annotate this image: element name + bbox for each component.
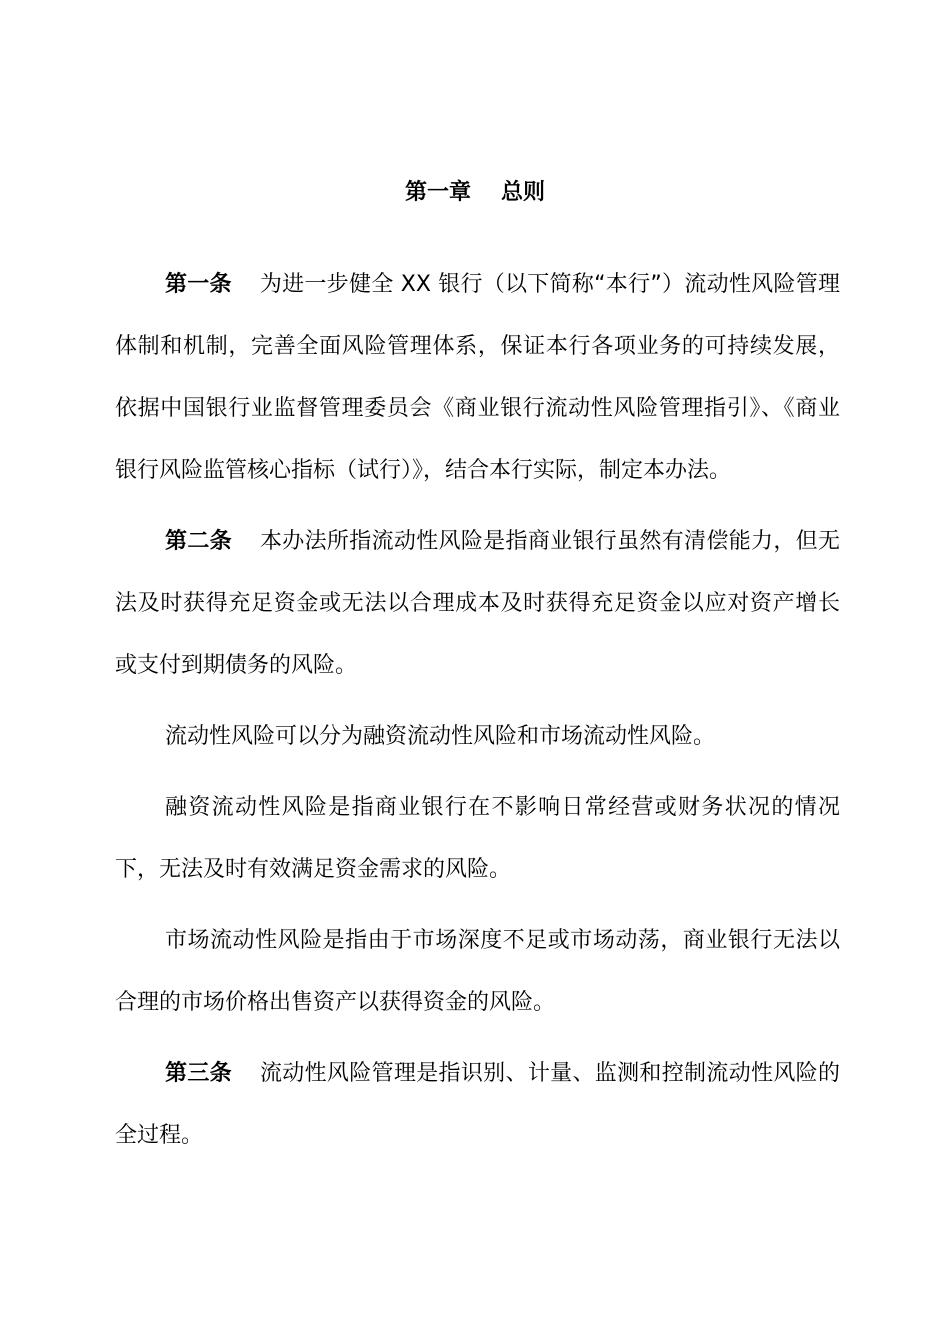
paragraph-text: 融资流动性风险是指商业银行在不影响日常经营或财务状况的情况下，无法及时有效满足资金需求的风险。	[115, 795, 840, 882]
paragraph-market-liquidity	[115, 910, 840, 1034]
chapter-number: 第一章	[404, 180, 471, 205]
article-label: 第一条	[165, 272, 232, 297]
article-1	[115, 254, 840, 502]
paragraph-text: 流动性风险可以分为融资流动性风险和市场流动性风险。	[165, 724, 716, 749]
paragraph-liquidity-types	[115, 706, 840, 768]
article-2	[115, 511, 840, 697]
article-label: 第二条	[165, 529, 232, 554]
chapter-heading	[0, 176, 950, 210]
article-text: 为进一步健全 XX 银行（以下简称“本行”）流动性风险管理体制和机制，完善全面风险管理体系，保证本行各项业务的可持续发展，依据中国银行业监督管理委员会《商业银行流动性风险管理指引》、《商业银行风险监管核心指标（试行）》，结合本行实际，制定本办法。	[115, 272, 840, 483]
article-text: 流动性风险管理是指识别、计量、监测和控制流动性风险的全过程。	[115, 1061, 840, 1148]
document-body	[115, 254, 840, 1176]
article-label: 第三条	[165, 1061, 232, 1086]
paragraph-funding-liquidity	[115, 777, 840, 901]
paragraph-text: 市场流动性风险是指由于市场深度不足或市场动荡，商业银行无法以合理的市场价格出售资产以获得资金的风险。	[115, 928, 840, 1015]
article-3	[115, 1043, 840, 1167]
article-text: 本办法所指流动性风险是指商业银行虽然有清偿能力，但无法及时获得充足资金或无法以合理成本及时获得充足资金以应对资产增长或支付到期债务的风险。	[115, 529, 840, 678]
chapter-title: 总则	[501, 180, 546, 205]
